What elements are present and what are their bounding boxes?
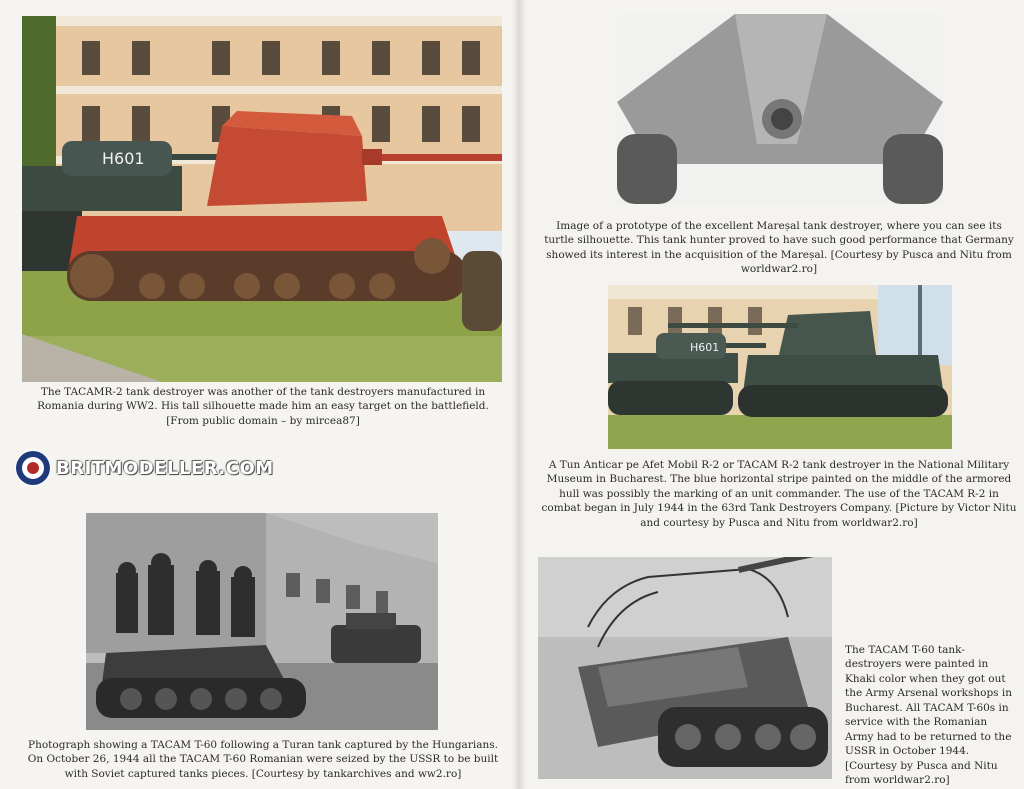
watermark: [16, 450, 274, 486]
photo-tacam-t60-turan-image: [86, 513, 438, 730]
caption-tacam-r2-museum: A Tun Anticar pe Afet Mobil R-2 or TACAM R-2 tank destroyer in the National Military Museum in Bucharest. The blue horizontal stripe painted on the middle of the armored hull was possibly the marking of an unit commander. The use of the TACAM R-2 in combat began in July 1944 in the 63rd Tank Destroyers Company. [Picture by Victor Nitu and courtesy by Pusca and Nitu from worldwar2.ro]: [541, 459, 1017, 529]
photo-tacam-t60-khaki: [538, 557, 832, 779]
photo-tacam-r2-museum-image: [608, 285, 952, 449]
photo-tacam-r2-red-image: [22, 16, 502, 382]
caption-tacam-r2-red: The TACAMR-2 tank destroyer was another of the tank destroyers manufactured in Romania during WW2. His tall silhouette made him an easy target on the battlefield. [From public domain – by mircea87]: [37, 386, 489, 427]
caption-tacam-t60-turan: Photograph showing a TACAM T-60 following a Turan tank captured by the Hungarians. On October 26, 1944 all the TACAM T-60 Romanian were seized by the USSR to be built with Soviet captured tanks pieces. [Courtesy by tankarchives and ww2.ro]: [27, 739, 499, 780]
photo-tacam-r2-museum: [608, 285, 952, 449]
tank-marking-h601: H601: [102, 149, 145, 168]
photo-maresal-prototype: [617, 14, 943, 204]
photo-tacam-r2-red: [22, 16, 502, 382]
raf-roundel-icon: [16, 451, 50, 485]
photo-maresal-prototype-image: [617, 14, 943, 204]
photo-tacam-t60-khaki-image: [538, 557, 832, 779]
watermark-text: BRITMODELLER.COM: [56, 457, 274, 479]
caption-tacam-t60-khaki: The TACAM T-60 tank-destroyers were painted in Khaki color when they got out the Army Arsenal workshops in Bucharest. All TACAM T-60s in service with the Romanian Army had to be returned to the USSR in October 1944. [Courtesy by Pusca and Nitu from worldwar2.ro]: [845, 644, 1013, 787]
tank-marking-h601-small: H601: [690, 341, 720, 354]
page-gutter: [512, 0, 526, 789]
caption-maresal: Image of a prototype of the excellent Mareșal tank destroyer, where you can see its turtle silhouette. This tank hunter proved to have such good performance that Germany showed its interest in the acquisition of the Mareșal. [Courtesy by Pusca and Nitu from worldwar2.ro]: [544, 220, 1014, 276]
photo-tacam-t60-turan: [86, 513, 438, 730]
